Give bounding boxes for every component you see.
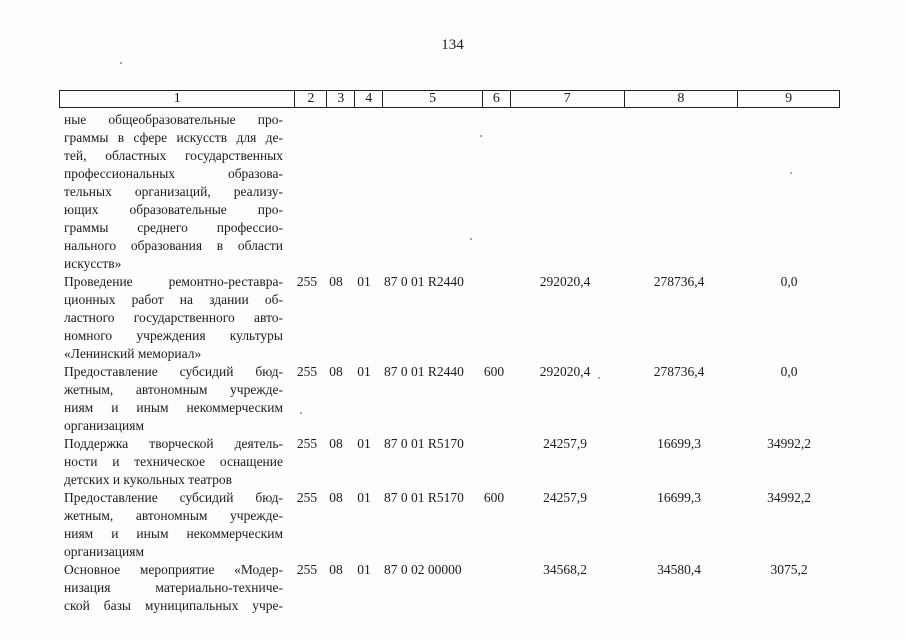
description-line: жетным, автономным учрежде- <box>64 382 283 397</box>
description-line: ской базы муниципальных учре- <box>64 598 283 613</box>
description-line: тей, областных государственных <box>64 148 283 163</box>
cell-target-article: 87 0 02 00000 <box>384 562 462 577</box>
cell-target-article: 87 0 01 R2440 <box>384 364 464 379</box>
scan-speck <box>790 172 792 174</box>
description-line: Предоставление субсидий бюд- <box>64 364 283 379</box>
scan-speck <box>120 62 122 64</box>
description-line: «Ленинский мемориал» <box>64 346 202 361</box>
scan-speck <box>470 238 472 240</box>
cell-subsection: 01 <box>357 562 371 577</box>
cell-subsection: 01 <box>357 490 371 505</box>
column-header-5: 5 <box>383 91 483 107</box>
column-header-1: 1 <box>60 91 295 107</box>
cell-amount-col7: 24257,9 <box>543 490 587 505</box>
description-line: Основное мероприятие «Модер- <box>64 562 283 577</box>
scan-speck <box>598 377 600 379</box>
column-header-6: 6 <box>483 91 511 107</box>
table-row <box>0 561 905 615</box>
cell-section: 08 <box>329 274 343 289</box>
cell-ministry-code: 255 <box>296 274 318 289</box>
description-line: ные общеобразовательные про- <box>64 112 283 127</box>
description-line: организациям <box>64 544 145 559</box>
table-row <box>0 489 905 561</box>
description-line: граммы среднего профессио- <box>64 220 283 235</box>
cell-amount-col7: 292020,4 <box>539 274 591 289</box>
cell-section: 08 <box>329 562 343 577</box>
page-number: 134 <box>441 37 464 53</box>
cell-subsection: 01 <box>357 364 371 379</box>
column-header-3: 3 <box>327 91 355 107</box>
scan-speck <box>480 135 482 137</box>
table-row <box>0 273 905 363</box>
description-line: ниям и иным некоммерческим <box>64 526 283 541</box>
description-line: ластного государственного авто- <box>64 310 283 325</box>
description-line: детских и кукольных театров <box>64 472 232 487</box>
cell-target-article: 87 0 01 R2440 <box>384 274 464 289</box>
row-description <box>64 111 283 273</box>
cell-amount-col9: 34992,2 <box>767 436 811 451</box>
cell-target-article: 87 0 01 R5170 <box>384 436 464 451</box>
table-row <box>0 363 905 435</box>
description-line: граммы в сфере искусств для де- <box>64 130 283 145</box>
table-body <box>0 111 905 615</box>
description-line: ниям и иным некоммерческим <box>64 400 283 415</box>
column-header-9: 9 <box>785 91 793 106</box>
row-description <box>64 561 283 615</box>
cell-amount-col7: 34568,2 <box>543 562 587 577</box>
cell-amount-col8: 278736,4 <box>653 364 705 379</box>
cell-amount-col9: 0,0 <box>780 274 798 289</box>
row-description <box>64 363 283 435</box>
cell-amount-col8: 16699,3 <box>657 436 701 451</box>
cell-amount-col8: 34580,4 <box>657 562 701 577</box>
description-line: ности и техническое оснащение <box>64 454 283 469</box>
description-line: нального образования в области <box>64 238 283 253</box>
cell-ministry-code: 255 <box>296 436 318 451</box>
cell-amount-col8: 278736,4 <box>653 274 705 289</box>
row-description <box>64 273 283 363</box>
table-column-header <box>59 90 840 108</box>
table-row <box>0 435 905 489</box>
scan-speck <box>300 412 302 414</box>
description-line: жетным, автономным учрежде- <box>64 508 283 523</box>
description-line: организациям <box>64 418 145 433</box>
cell-amount-col9: 3075,2 <box>770 562 808 577</box>
table-row <box>0 111 905 273</box>
description-line: номного учреждения культуры <box>64 328 283 343</box>
cell-section: 08 <box>329 436 343 451</box>
column-header-7: 7 <box>511 91 625 107</box>
description-line: Предоставление субсидий бюд- <box>64 490 283 505</box>
column-header-4: 4 <box>355 91 383 107</box>
column-header-2: 2 <box>295 91 327 107</box>
description-line: низация материально-техниче- <box>64 580 283 595</box>
row-description <box>64 489 283 561</box>
description-line: Поддержка творческой деятель- <box>64 436 283 451</box>
cell-target-article: 87 0 01 R5170 <box>384 490 464 505</box>
description-line: Проведение ремонтно-реставра- <box>64 274 283 289</box>
cell-ministry-code: 255 <box>296 562 318 577</box>
cell-section: 08 <box>329 490 343 505</box>
cell-section: 08 <box>329 364 343 379</box>
cell-amount-col7: 24257,9 <box>543 436 587 451</box>
description-line: искусств» <box>64 256 122 271</box>
cell-ministry-code: 255 <box>296 490 318 505</box>
cell-subsection: 01 <box>357 274 371 289</box>
description-line: ющих образовательные про- <box>64 202 283 217</box>
cell-amount-col8: 16699,3 <box>657 490 701 505</box>
cell-amount-col9: 0,0 <box>780 364 798 379</box>
description-line: профессиональных образова- <box>64 166 283 181</box>
cell-subsection: 01 <box>357 436 371 451</box>
cell-amount-col9: 34992,2 <box>767 490 811 505</box>
cell-expense-type: 600 <box>483 490 505 505</box>
cell-expense-type: 600 <box>483 364 505 379</box>
description-line: тельных организаций, реализу- <box>64 184 283 199</box>
cell-ministry-code: 255 <box>296 364 318 379</box>
column-header-8: 8 <box>625 91 739 107</box>
cell-amount-col7: 292020,4 <box>539 364 591 379</box>
row-description <box>64 435 283 489</box>
description-line: ционных работ на здании об- <box>64 292 283 307</box>
